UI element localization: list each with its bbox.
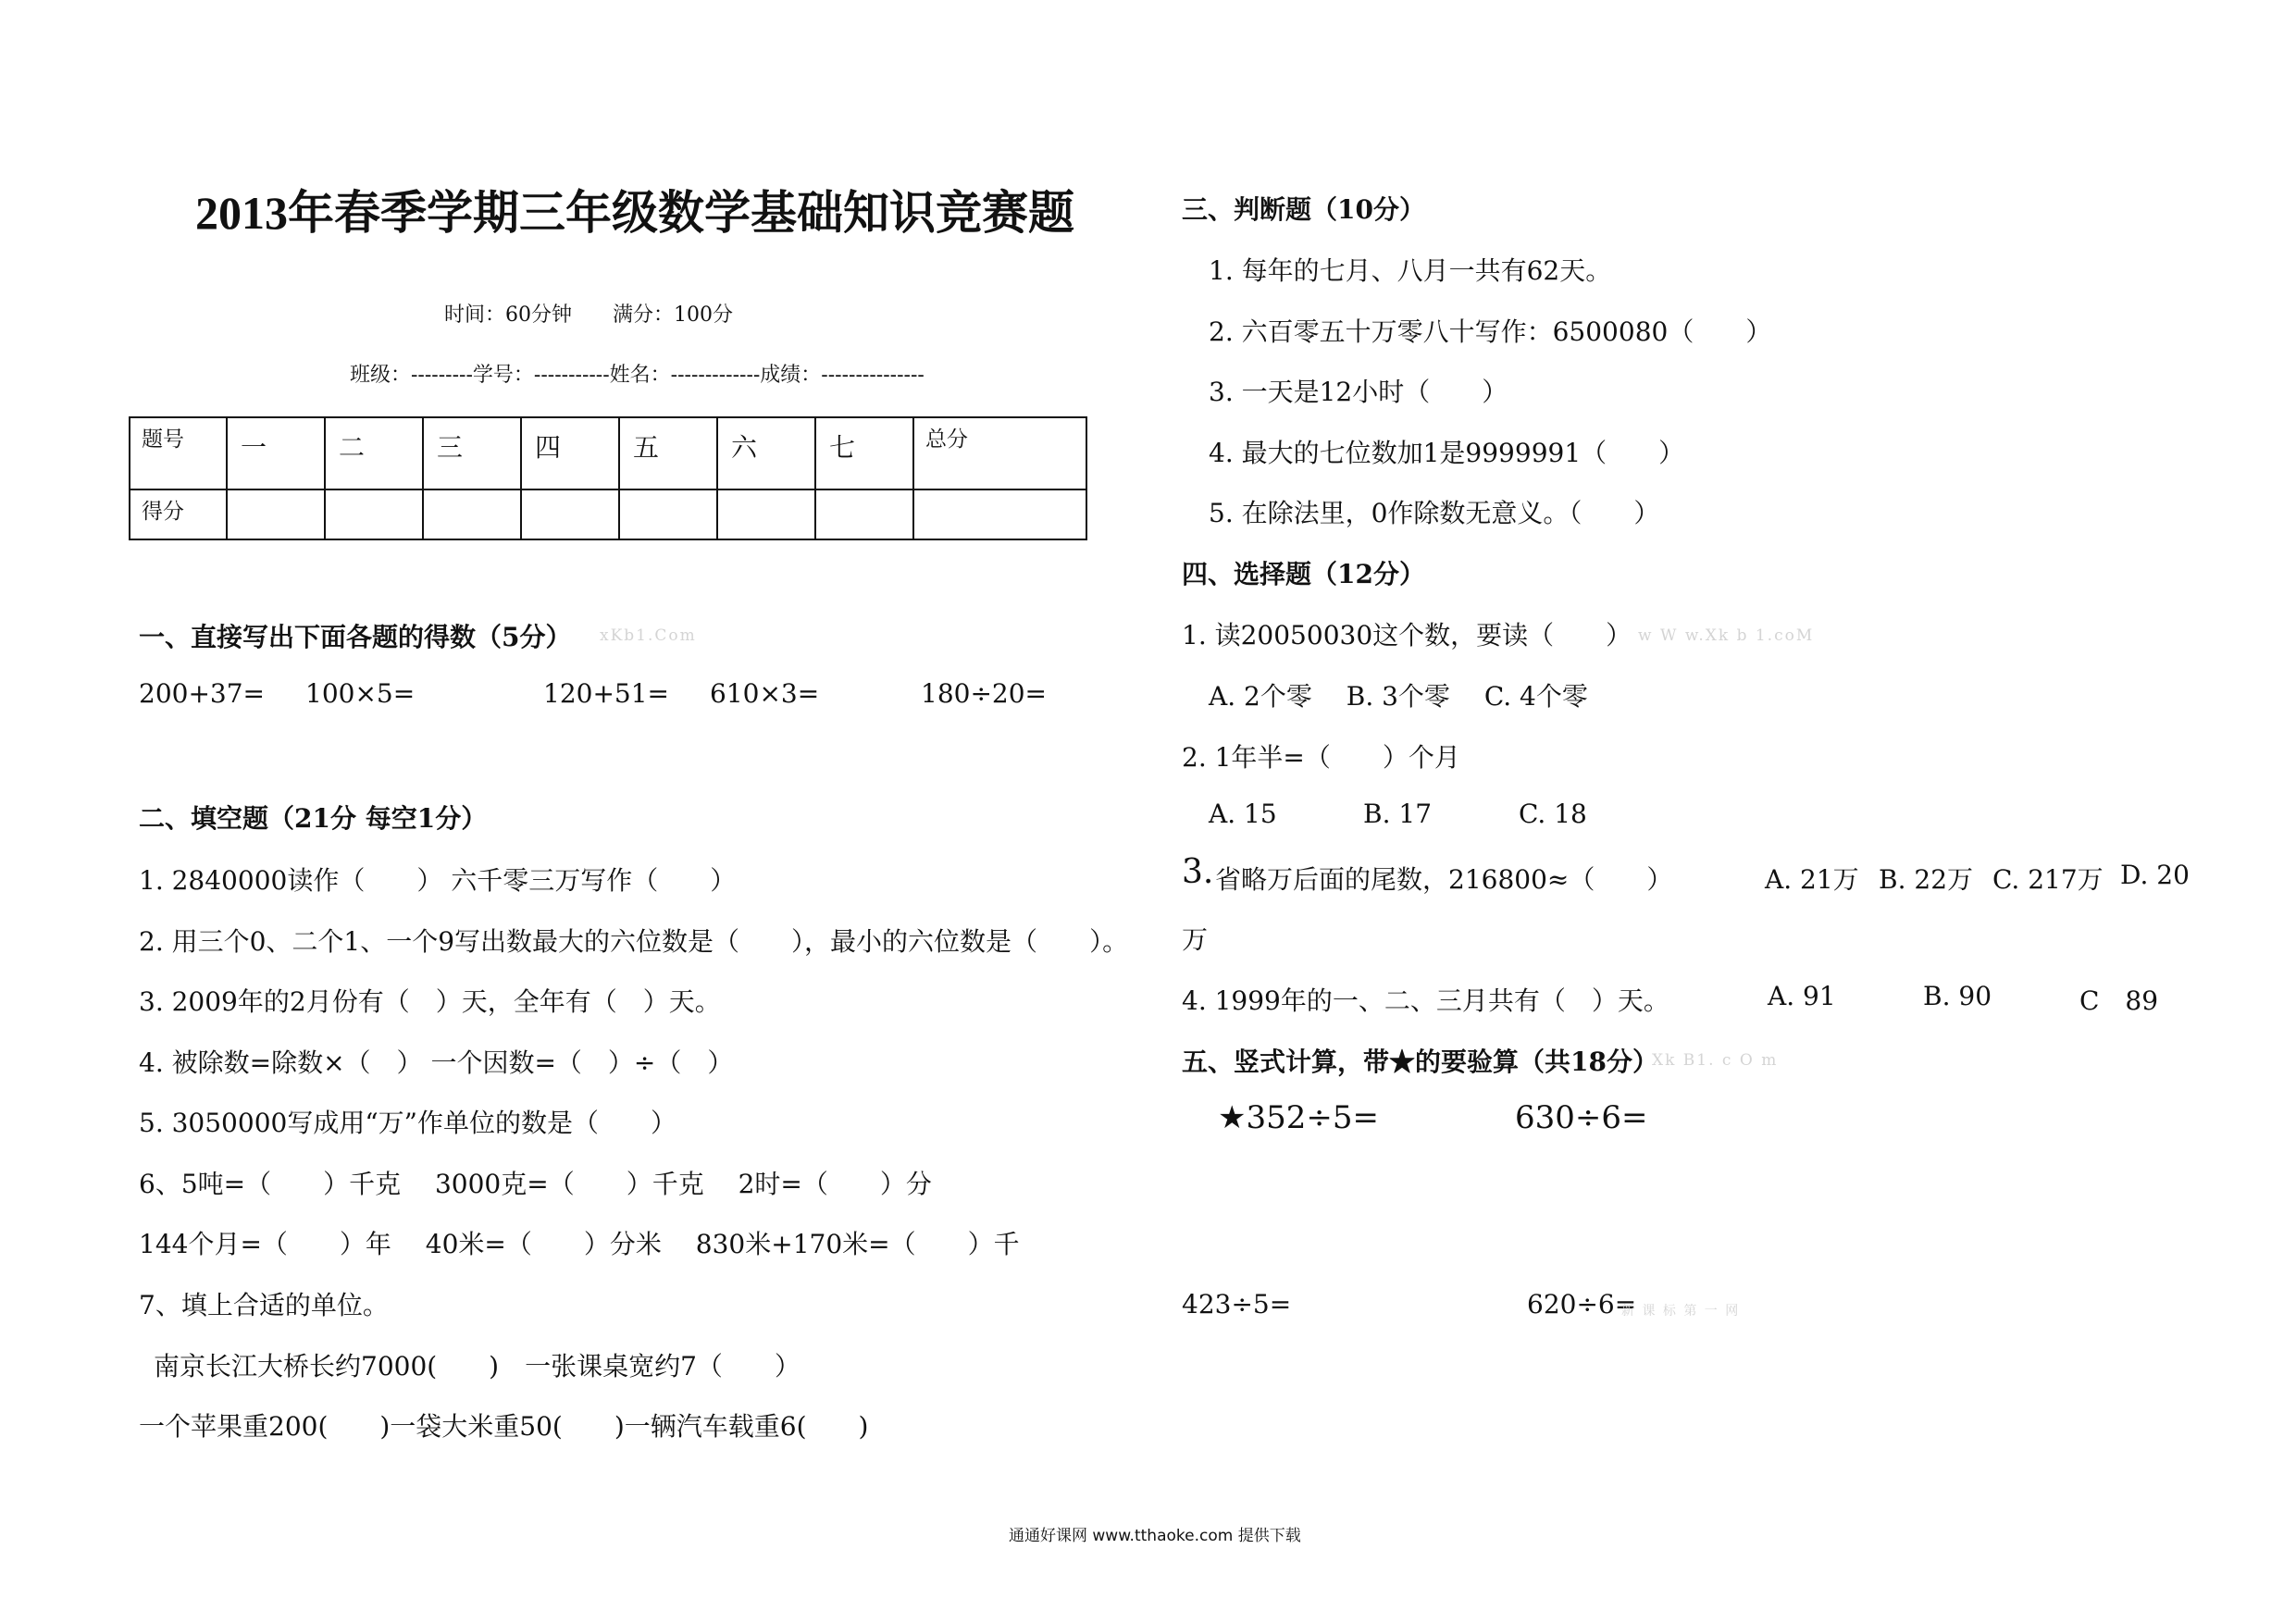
question-number-label: 题号 [130, 417, 227, 489]
score-cell[interactable] [619, 489, 717, 539]
score-cell[interactable] [325, 489, 423, 539]
score-cell[interactable] [423, 489, 521, 539]
section5-watermark-2: 新 课 标 第 一 网 [1621, 1304, 1741, 1319]
section4-q3-option-b: B. 22万 [1879, 864, 1974, 895]
section4-q3-option-a: A. 21万 [1765, 864, 1859, 895]
section4-q1: 1. 读20050030这个数，要读（ ） [1182, 620, 1632, 650]
section2-line-8: 7、填上合适的单位。 [139, 1290, 389, 1320]
section2-line-2: 2. 用三个0、二个1、一个9写出数最大的六位数是（ ），最小的六位数是（ ）。 [139, 926, 1129, 957]
section2-line-1: 1. 2840000读作（ ） 六千零三万写作（ ） [139, 865, 737, 896]
score-table [129, 416, 1087, 540]
section2-line-6: 6、5吨=（ ）千克 3000克=（ ）千克 2时=（ ）分 [139, 1169, 932, 1199]
section3-title: 三、判断题（10分） [1182, 194, 1425, 225]
section4-q3-option-d: D. 20 [2120, 860, 2190, 890]
section2-line-4: 4. 被除数=除数×（ ） 一个因数=（ ）÷（ ） [139, 1047, 734, 1078]
score-cell[interactable] [227, 489, 325, 539]
column-6: 六 [717, 417, 815, 489]
section3-line-5: 5. 在除法里，0作除数无意义。（ ） [1209, 498, 1660, 528]
section4-title: 四、选择题（12分） [1182, 559, 1425, 589]
section1-problem-2: 100×5= [305, 678, 416, 709]
section5-problem-3: 423÷5= [1182, 1289, 1292, 1319]
exam-time-info: 时间：60分钟 满分：100分 [444, 304, 733, 327]
section5-problem-2: 630÷6= [1515, 1099, 1648, 1136]
section4-q2-option-a: A. 15 [1209, 799, 1277, 829]
footer-source: 通通好课网 www.tthaoke.com 提供下载 [1009, 1527, 1301, 1545]
column-3: 三 [423, 417, 521, 489]
section5-title: 五、竖式计算，带★的要验算（共18分） [1182, 1047, 1658, 1077]
section4-q4: 4. 1999年的一、二、三月共有（ ）天。 [1182, 985, 1669, 1016]
section2-line-10: 一个苹果重200( )一袋大米重50( )一辆汽车载重6( ) [139, 1411, 869, 1442]
score-cell[interactable] [913, 489, 1086, 539]
section1-problem-3: 120+51= [543, 678, 669, 709]
section3-line-4: 4. 最大的七位数加1是9999991（ ） [1209, 438, 1685, 468]
column-7: 七 [815, 417, 913, 489]
section3-line-3: 3. 一天是12小时（ ） [1209, 377, 1508, 407]
score-table-header-row [130, 417, 1086, 489]
student-info-line: 班级：---------学号：-----------姓名：-------------成绩：--------------- [350, 364, 925, 387]
section5-watermark: Xk B1. c O m [1652, 1051, 1779, 1070]
section3-line-2: 2. 六百零五十万零八十写作：6500080（ ） [1209, 316, 1772, 347]
score-cell[interactable] [521, 489, 619, 539]
section4-q2: 2. 1年半=（ ）个月 [1182, 742, 1460, 773]
section4-q3-number: 3. [1182, 853, 1214, 891]
section4-q4-option-a: A. 91 [1768, 981, 1836, 1011]
section2-line-7: 144个月=（ ）年 40米=（ ）分米 830米+170米=（ ）千 [139, 1229, 1020, 1259]
column-4: 四 [521, 417, 619, 489]
section4-watermark: w W w.Xk b 1.coM [1638, 626, 1815, 645]
section2-line-3: 3. 2009年的2月份有（ ）天，全年有（ ）天。 [139, 986, 721, 1017]
section5-problem-4: 620÷6= [1527, 1289, 1637, 1319]
section4-q3-option-c: C. 217万 [1992, 864, 2104, 895]
score-label: 得分 [130, 489, 227, 539]
section1-problem-1: 200+37= [139, 678, 265, 709]
section2-line-5: 5. 3050000写成用“万”作单位的数是（ ） [139, 1108, 676, 1138]
section5-problem-1: ★352÷5= [1218, 1099, 1379, 1136]
page-title: 2013年春季学期三年级数学基础知识竞赛题 [195, 187, 1074, 239]
section4-q4-option-b: B. 90 [1923, 981, 1992, 1011]
total-score-label: 总分 [913, 417, 1086, 489]
section4-q3-wrap: 万 [1182, 924, 1209, 955]
section4-q4-option-c: C 89 [2079, 985, 2159, 1016]
section4-q1-options: A. 2个零 B. 3个零 C. 4个零 [1209, 681, 1588, 712]
score-cell[interactable] [717, 489, 815, 539]
score-cell[interactable] [815, 489, 913, 539]
section3-line-1: 1. 每年的七月、八月一共有62天。 [1209, 255, 1612, 286]
section1-problem-4: 610×3= [710, 678, 820, 709]
section1-watermark: xKb1.Com [600, 626, 697, 645]
column-5: 五 [619, 417, 717, 489]
column-1: 一 [227, 417, 325, 489]
section2-line-9: 南京长江大桥长约7000( ) 一张课桌宽约7（ ） [154, 1351, 800, 1381]
score-table-score-row [130, 489, 1086, 539]
section2-title: 二、填空题（21分 每空1分） [139, 803, 488, 834]
column-2: 二 [325, 417, 423, 489]
section4-q2-option-b: B. 17 [1363, 799, 1433, 829]
section4-q2-option-c: C. 18 [1519, 799, 1587, 829]
section1-problem-5: 180÷20= [921, 678, 1047, 709]
section1-title: 一、直接写出下面各题的得数（5分） [139, 622, 572, 652]
section4-q3-text: 省略万后面的尾数，216800≈（ ） [1215, 864, 1673, 895]
